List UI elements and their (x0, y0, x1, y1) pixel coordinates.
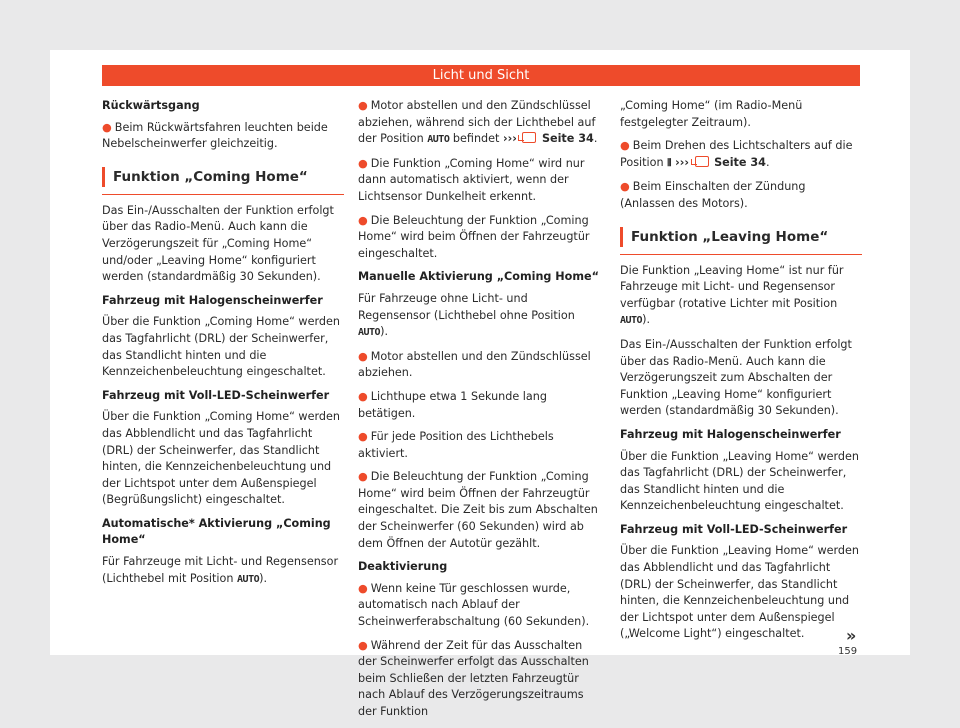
bullet-item: ● Beim Drehen des Lichtschalters auf die Position ⦀ ››› Seite 34. (620, 139, 853, 169)
bullet-icon: ● (358, 156, 368, 170)
bullet-item: ● Während der Zeit für das Ausschalten der Scheinwerfer erfolgt das Ausschalten beim Schließen der letzten Fahrzeugtür nach Ablauf des Verzögerungszeitraums der Funktion (358, 638, 589, 718)
page-reference-icon (695, 156, 709, 167)
bullet-item: ● Lichthupe etwa 1 Sekunde lang betätigen. (358, 389, 547, 420)
heading-halogen: Fahrzeug mit Halogenscheinwerfer (102, 293, 323, 307)
auto-icon: AUTO (237, 573, 260, 585)
section-header-bar (102, 65, 860, 86)
manual-page (50, 50, 910, 718)
bullet-icon: ● (358, 349, 368, 363)
paragraph-led: Über die Funktion „Coming Home“ werden das Abblendlicht und das Tagfahrlicht (DRL) der Scheinwerfer, das Standlicht hinten, die Kennzeichenbeleuchtung und der Lichtspot unter dem Außenspiegel (Begrüßungslicht) eingeschaltet. (102, 410, 340, 507)
bullet-icon: ● (620, 139, 630, 153)
paragraph-halogen: Über die Funktion „Leaving Home“ werden das Tagfahrlicht (DRL) der Scheinwerfer, das Standlicht hinten und die Kennzeichenbeleuchtung eingeschaltet. (620, 449, 859, 513)
heading-manual-activation: Manuelle Aktivierung „Coming Home“ (358, 270, 599, 284)
page-reference-icon (522, 132, 536, 143)
bullet-item: ● Die Funktion „Coming Home“ wird nur dann automatisch aktiviert, wenn der Lichtsensor Dunkelheit erkennt. (358, 156, 585, 203)
section-title-coming-home: Funktion „Coming Home“ (102, 167, 344, 187)
section-title: Licht und Sicht (432, 68, 530, 83)
continue-arrow-icon: » (846, 626, 857, 645)
bullet-icon: ● (358, 470, 368, 484)
bullet-icon: ● (358, 430, 368, 444)
bullet-item: ● Motor abstellen und den Zündschlüssel abziehen, während sich der Lichthebel auf der Position AUTO befindet ››› Seite 34. (358, 99, 598, 146)
heading-auto-activation: Automatische* Aktivierung „Coming Home“ (102, 516, 331, 547)
column-left (102, 98, 344, 595)
auto-icon: AUTO (358, 327, 381, 339)
bullet-icon: ● (620, 180, 630, 194)
arrows-icon: ››› (675, 155, 689, 169)
heading-led: Fahrzeug mit Voll-LED-Scheinwerfer (102, 388, 330, 402)
bullet-icon: ● (358, 389, 368, 403)
paragraph-led: Über die Funktion „Leaving Home“ werden das Abblendlicht und das Tagfahrlicht (DRL) der Scheinwerfer, das Standlicht hinten, die Kennzeichenbeleuchtung und der Lichtspot unter dem Außenspiegel („Welcome Light“) eingeschaltet. (620, 544, 859, 641)
bullet-item: ● Für jede Position des Lichthebels aktiviert. (358, 430, 554, 460)
page-number: 159 (838, 646, 858, 657)
light-switch-icon: ⦀ (667, 157, 672, 169)
paragraph-auto: Für Fahrzeuge mit Licht- und Regensensor (Lichthebel mit Position AUTO). (102, 555, 339, 585)
bullet-icon: ● (358, 213, 368, 227)
paragraph-halogen: Über die Funktion „Coming Home“ werden das Tagfahrlicht (DRL) der Scheinwerfer, das Standlicht hinten und die Kennzeichenbeleuchtung eingeschaltet. (102, 315, 340, 379)
paragraph-continued: „Coming Home“ (im Radio-Menü festgelegter Zeitraum). (620, 99, 803, 129)
bullet-icon: ● (358, 99, 368, 112)
bullet-icon: ● (358, 638, 368, 652)
column-middle (358, 98, 600, 728)
paragraph-manual: Für Fahrzeuge ohne Licht- und Regensensor (Lichthebel ohne Position AUTO). (358, 291, 575, 339)
bullet-item: ● Motor abstellen und den Zündschlüssel abziehen. (358, 349, 591, 380)
paragraph-leaving-availability: Die Funktion „Leaving Home“ ist nur für Fahrzeuge mit Licht- und Regensensor verfügbar (rotative Lichter mit Position AUTO). (620, 263, 844, 327)
arrows-icon: ››› (502, 132, 517, 146)
page-reference-link[interactable]: Seite 34 (714, 155, 766, 169)
paragraph-intro: Das Ein-/Ausschalten der Funktion erfolgt über das Radio-Menü. Auch kann die Verzögerungszeit für „Coming Home“ und/oder „Leaving Home“ konfiguriert werden (standardmäßig 30 Sekunden). (102, 203, 334, 284)
section-title-leaving-home: Funktion „Leaving Home“ (620, 227, 862, 247)
heading-led: Fahrzeug mit Voll-LED-Scheinwerfer (620, 522, 848, 536)
heading-halogen: Fahrzeug mit Halogenscheinwerfer (620, 427, 841, 441)
bullet-item: ● Wenn keine Tür geschlossen wurde, automatisch nach Ablauf der Scheinwerferabschaltung (60 Sekunden). (358, 581, 590, 629)
heading-rueckwaertsgang: Rückwärtsgang (102, 99, 200, 112)
auto-icon: AUTO (427, 134, 450, 146)
bullet-rueckwaertsgang: ● Beim Rückwärtsfahren leuchten beide Nebelscheinwerfer gleichzeitig. (102, 120, 328, 151)
bullet-icon: ● (102, 120, 112, 134)
heading-deactivation: Deaktivierung (358, 560, 448, 574)
paragraph-leaving-config: Das Ein-/Ausschalten der Funktion erfolgt über das Radio-Menü. Auch kann die Verzögerungszeit zum Abschalten der Funktion „Leaving Home“ konfiguriert werden (standardmäßig 30 Sekunden). (620, 337, 852, 418)
bullet-icon: ● (358, 581, 368, 595)
bullet-item: ● Die Beleuchtung der Funktion „Coming Home“ wird beim Öffnen der Fahrzeugtür eingeschaltet. (358, 213, 590, 260)
bullet-item: ● Beim Einschalten der Zündung (Anlassen des Motors). (620, 180, 806, 210)
auto-icon: AUTO (620, 315, 643, 327)
column-right (620, 98, 862, 650)
bullet-item: ● Die Beleuchtung der Funktion „Coming Home“ wird beim Öffnen der Fahrzeugtür eingeschaltet. Die Zeit bis zum Abschalten der Scheinwerfer (60 Sekunden) wird ab dem Öffnen der Autotür gezählt. (358, 470, 598, 550)
page-reference-link[interactable]: Seite 34 (541, 132, 594, 146)
